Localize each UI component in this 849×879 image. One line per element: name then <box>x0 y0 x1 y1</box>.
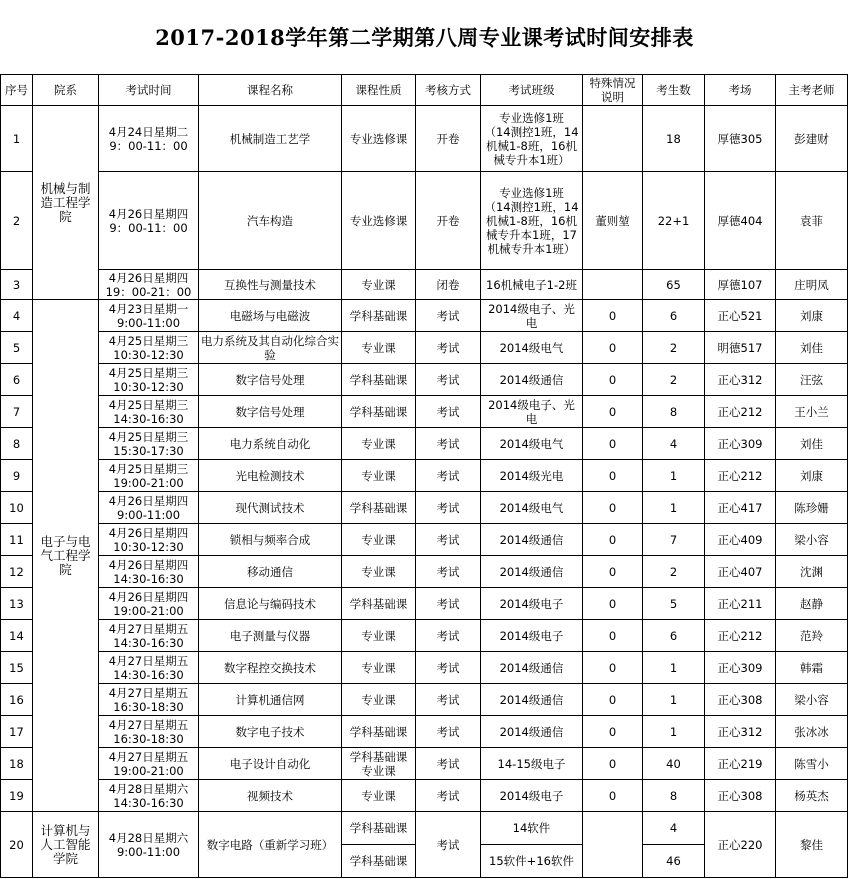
chief-examiner: 梁小容 <box>776 524 848 556</box>
assessment-method: 考试 <box>416 364 481 396</box>
row-number: 18 <box>1 748 33 780</box>
course-nature: 学科基础课 <box>342 492 416 524</box>
exam-classes: 2014级电气 <box>481 332 583 364</box>
exam-classes: 2014级电子 <box>481 780 583 812</box>
exam-classes: 2014级通信 <box>481 364 583 396</box>
row-number: 6 <box>1 364 33 396</box>
course-nature: 学科基础课 <box>342 364 416 396</box>
chief-examiner: 袁菲 <box>776 172 848 270</box>
student-count: 65 <box>643 270 705 300</box>
student-count: 5 <box>643 588 705 620</box>
row-number: 9 <box>1 460 33 492</box>
col-classes-header: 考试班级 <box>481 75 583 106</box>
assessment-method: 考试 <box>416 524 481 556</box>
exam-room: 正心312 <box>705 364 776 396</box>
special-note: 0 <box>583 748 643 780</box>
table-row <box>1 620 848 652</box>
table-body <box>1 106 848 878</box>
row-number: 2 <box>1 172 33 270</box>
course-nature: 学科基础课 专业课 <box>342 748 416 780</box>
chief-examiner: 杨英杰 <box>776 780 848 812</box>
student-count: 1 <box>643 684 705 716</box>
student-count: 22+1 <box>643 172 705 270</box>
exam-classes: 2014级电子、光电 <box>481 300 583 332</box>
course-name: 数字程控交换技术 <box>199 652 342 684</box>
table-row <box>1 556 848 588</box>
student-count: 2 <box>643 332 705 364</box>
course-nature: 专业课 <box>342 332 416 364</box>
exam-time: 4月25日星期三 10:30-12:30 <box>99 364 199 396</box>
table-row <box>1 332 848 364</box>
chief-examiner: 王小兰 <box>776 396 848 428</box>
table-row <box>1 780 848 812</box>
course-nature: 专业课 <box>342 684 416 716</box>
table-row <box>1 524 848 556</box>
exam-room: 正心308 <box>705 780 776 812</box>
student-count: 6 <box>643 300 705 332</box>
exam-room: 明德517 <box>705 332 776 364</box>
exam-room: 正心211 <box>705 588 776 620</box>
exam-time: 4月26日星期四 9：00-11：00 <box>99 172 199 270</box>
row-number: 4 <box>1 300 33 332</box>
student-count: 8 <box>643 780 705 812</box>
course-name: 汽车构造 <box>199 172 342 270</box>
exam-room: 正心308 <box>705 684 776 716</box>
exam-time: 4月27日星期五 19:00-21:00 <box>99 748 199 780</box>
chief-examiner: 韩霜 <box>776 652 848 684</box>
exam-classes: 14-15级电子 <box>481 748 583 780</box>
col-no-header: 序号 <box>1 75 33 106</box>
exam-room: 正心309 <box>705 428 776 460</box>
chief-examiner: 赵静 <box>776 588 848 620</box>
exam-classes: 2014级电子、光电 <box>481 396 583 428</box>
table-row <box>1 812 848 845</box>
student-count: 1 <box>643 716 705 748</box>
special-note <box>583 270 643 300</box>
special-note: 0 <box>583 460 643 492</box>
exam-room: 正心219 <box>705 748 776 780</box>
department-cell: 电子与电气工程学院 <box>33 300 99 812</box>
assessment-method: 考试 <box>416 556 481 588</box>
special-note: 0 <box>583 524 643 556</box>
special-note: 0 <box>583 716 643 748</box>
exam-classes: 专业选修1班 （14测控1班，14机械1-8班，16机械专升本1班） <box>481 106 583 172</box>
exam-classes: 2014级电子 <box>481 588 583 620</box>
table-row <box>1 748 848 780</box>
student-count: 1 <box>643 652 705 684</box>
exam-time: 4月26日星期四 9:00-11:00 <box>99 492 199 524</box>
course-nature: 专业课 <box>342 270 416 300</box>
exam-time: 4月27日星期五 14:30-16:30 <box>99 620 199 652</box>
table-row <box>1 652 848 684</box>
special-note: 0 <box>583 396 643 428</box>
exam-room: 正心309 <box>705 652 776 684</box>
row-number: 8 <box>1 428 33 460</box>
course-name: 机械制造工艺学 <box>199 106 342 172</box>
exam-schedule-table <box>0 74 848 878</box>
chief-examiner: 刘康 <box>776 300 848 332</box>
department-cell: 计算机与人工智能学院 <box>33 812 99 878</box>
table-row <box>1 270 848 300</box>
row-number: 5 <box>1 332 33 364</box>
row-number: 14 <box>1 620 33 652</box>
special-note: 董则堃 <box>583 172 643 270</box>
course-name: 电子测量与仪器 <box>199 620 342 652</box>
special-note: 0 <box>583 428 643 460</box>
exam-time: 4月23日星期一 9:00-11:00 <box>99 300 199 332</box>
assessment-method: 考试 <box>416 716 481 748</box>
chief-examiner: 刘佳 <box>776 428 848 460</box>
page-title: 2017-2018学年第二学期第八周专业课考试时间安排表 <box>155 25 694 50</box>
course-name: 锁相与频率合成 <box>199 524 342 556</box>
assessment-method: 考试 <box>416 332 481 364</box>
student-count: 6 <box>643 620 705 652</box>
exam-time: 4月26日星期四 10:30-12:30 <box>99 524 199 556</box>
student-count: 2 <box>643 556 705 588</box>
exam-time: 4月26日星期四 14:30-16:30 <box>99 556 199 588</box>
student-count: 4 <box>643 428 705 460</box>
course-name: 电子设计自动化 <box>199 748 342 780</box>
table-row <box>1 300 848 332</box>
student-count: 46 <box>643 845 705 878</box>
assessment-method: 开卷 <box>416 106 481 172</box>
exam-classes: 2014级光电 <box>481 460 583 492</box>
course-name: 视频技术 <box>199 780 342 812</box>
course-name: 电力系统及其自动化综合实验 <box>199 332 342 364</box>
row-number: 15 <box>1 652 33 684</box>
course-nature: 专业课 <box>342 428 416 460</box>
exam-room: 厚德107 <box>705 270 776 300</box>
exam-time: 4月27日星期五 14:30-16:30 <box>99 652 199 684</box>
course-nature: 学科基础课 <box>342 716 416 748</box>
exam-time: 4月28日星期六 14:30-16:30 <box>99 780 199 812</box>
special-note <box>583 106 643 172</box>
exam-time: 4月27日星期五 16:30-18:30 <box>99 716 199 748</box>
chief-examiner: 庄明凤 <box>776 270 848 300</box>
student-count: 8 <box>643 396 705 428</box>
course-name: 现代测试技术 <box>199 492 342 524</box>
chief-examiner: 沈渊 <box>776 556 848 588</box>
exam-classes: 2014级通信 <box>481 716 583 748</box>
course-nature: 专业课 <box>342 652 416 684</box>
exam-classes: 16机械电子1-2班 <box>481 270 583 300</box>
col-teacher-header: 主考老师 <box>776 75 848 106</box>
course-nature: 学科基础课 <box>342 300 416 332</box>
exam-room: 正心212 <box>705 620 776 652</box>
course-nature: 专业课 <box>342 780 416 812</box>
course-nature: 专业课 <box>342 524 416 556</box>
chief-examiner: 刘康 <box>776 460 848 492</box>
special-note: 0 <box>583 652 643 684</box>
chief-examiner: 汪弦 <box>776 364 848 396</box>
assessment-method: 考试 <box>416 492 481 524</box>
student-count: 1 <box>643 492 705 524</box>
course-nature: 学科基础课 <box>342 396 416 428</box>
table-row <box>1 684 848 716</box>
assessment-method: 考试 <box>416 780 481 812</box>
exam-time: 4月28日星期六 9:00-11:00 <box>99 812 199 878</box>
assessment-method: 闭卷 <box>416 270 481 300</box>
exam-classes: 14软件 <box>481 812 583 845</box>
col-dept-header: 院系 <box>33 75 99 106</box>
course-nature: 专业课 <box>342 556 416 588</box>
row-number: 11 <box>1 524 33 556</box>
exam-room: 厚德404 <box>705 172 776 270</box>
assessment-method: 考试 <box>416 812 481 878</box>
exam-classes: 2014级通信 <box>481 684 583 716</box>
col-assess-header: 考核方式 <box>416 75 481 106</box>
row-number: 16 <box>1 684 33 716</box>
course-name: 数字信号处理 <box>199 396 342 428</box>
course-name: 互换性与测量技术 <box>199 270 342 300</box>
exam-room: 正心521 <box>705 300 776 332</box>
row-number: 17 <box>1 716 33 748</box>
exam-room: 正心220 <box>705 812 776 878</box>
exam-time: 4月25日星期三 15:30-17:30 <box>99 428 199 460</box>
special-note: 0 <box>583 588 643 620</box>
assessment-method: 考试 <box>416 396 481 428</box>
exam-room: 正心417 <box>705 492 776 524</box>
course-name: 电力系统自动化 <box>199 428 342 460</box>
exam-room: 正心212 <box>705 460 776 492</box>
exam-time: 4月25日星期三 19:00-21:00 <box>99 460 199 492</box>
row-number: 20 <box>1 812 33 878</box>
exam-time: 4月26日星期四 19:00-21:00 <box>99 588 199 620</box>
student-count: 18 <box>643 106 705 172</box>
table-row <box>1 716 848 748</box>
exam-time: 4月26日星期四 19：00-21：00 <box>99 270 199 300</box>
exam-room: 正心409 <box>705 524 776 556</box>
table-row <box>1 172 848 270</box>
table-row <box>1 428 848 460</box>
assessment-method: 考试 <box>416 588 481 620</box>
header-row <box>1 75 848 106</box>
course-name: 电磁场与电磁波 <box>199 300 342 332</box>
assessment-method: 考试 <box>416 684 481 716</box>
course-nature: 学科基础课 <box>342 845 416 878</box>
exam-classes: 2014级通信 <box>481 524 583 556</box>
exam-room: 厚德305 <box>705 106 776 172</box>
special-note: 0 <box>583 300 643 332</box>
chief-examiner: 黎佳 <box>776 812 848 878</box>
row-number: 10 <box>1 492 33 524</box>
exam-room: 正心212 <box>705 396 776 428</box>
course-nature: 专业选修课 <box>342 106 416 172</box>
course-nature: 学科基础课 <box>342 588 416 620</box>
student-count: 40 <box>643 748 705 780</box>
special-note: 0 <box>583 684 643 716</box>
exam-time: 4月24日星期二 9：00-11：00 <box>99 106 199 172</box>
col-room-header: 考场 <box>705 75 776 106</box>
table-row <box>1 460 848 492</box>
course-name: 信息论与编码技术 <box>199 588 342 620</box>
col-nature-header: 课程性质 <box>342 75 416 106</box>
assessment-method: 考试 <box>416 620 481 652</box>
table-row <box>1 106 848 172</box>
student-count: 4 <box>643 812 705 845</box>
exam-classes: 2014级通信 <box>481 652 583 684</box>
special-note: 0 <box>583 364 643 396</box>
exam-time: 4月27日星期五 16:30-18:30 <box>99 684 199 716</box>
special-note: 0 <box>583 556 643 588</box>
exam-time: 4月25日星期三 14:30-16:30 <box>99 396 199 428</box>
exam-classes: 2014级电子 <box>481 620 583 652</box>
row-number: 1 <box>1 106 33 172</box>
col-course-header: 课程名称 <box>199 75 342 106</box>
assessment-method: 考试 <box>416 300 481 332</box>
exam-classes: 2014级电气 <box>481 492 583 524</box>
row-number: 19 <box>1 780 33 812</box>
course-name: 移动通信 <box>199 556 342 588</box>
course-nature: 专业课 <box>342 460 416 492</box>
chief-examiner: 张冰冰 <box>776 716 848 748</box>
course-name: 数字电路（重新学习班） <box>199 812 342 878</box>
exam-classes: 专业选修1班 （14测控1班，14机械1-8班，16机械专升本1班，17机械专升本1班） <box>481 172 583 270</box>
exam-time: 4月25日星期三 10:30-12:30 <box>99 332 199 364</box>
chief-examiner: 陈雪小 <box>776 748 848 780</box>
assessment-method: 考试 <box>416 428 481 460</box>
assessment-method: 考试 <box>416 748 481 780</box>
assessment-method: 考试 <box>416 460 481 492</box>
chief-examiner: 刘佳 <box>776 332 848 364</box>
chief-examiner: 陈珍姗 <box>776 492 848 524</box>
student-count: 2 <box>643 364 705 396</box>
course-name: 光电检测技术 <box>199 460 342 492</box>
department-cell: 机械与制造工程学院 <box>33 106 99 300</box>
course-nature: 学科基础课 <box>342 812 416 845</box>
exam-room: 正心312 <box>705 716 776 748</box>
course-nature: 专业课 <box>342 620 416 652</box>
exam-room: 正心407 <box>705 556 776 588</box>
col-special-header: 特殊情况 说明 <box>583 75 643 106</box>
course-name: 数字电子技术 <box>199 716 342 748</box>
chief-examiner: 梁小容 <box>776 684 848 716</box>
special-note <box>583 812 643 878</box>
course-nature: 专业选修课 <box>342 172 416 270</box>
row-number: 3 <box>1 270 33 300</box>
student-count: 1 <box>643 460 705 492</box>
assessment-method: 考试 <box>416 652 481 684</box>
student-count: 7 <box>643 524 705 556</box>
row-number: 13 <box>1 588 33 620</box>
special-note: 0 <box>583 620 643 652</box>
row-number: 7 <box>1 396 33 428</box>
col-time-header: 考试时间 <box>99 75 199 106</box>
course-name: 计算机通信网 <box>199 684 342 716</box>
table-row <box>1 396 848 428</box>
exam-classes: 2014级通信 <box>481 556 583 588</box>
special-note: 0 <box>583 780 643 812</box>
exam-classes: 15软件+16软件 <box>481 845 583 878</box>
exam-classes: 2014级电气 <box>481 428 583 460</box>
row-number: 12 <box>1 556 33 588</box>
table-row <box>1 588 848 620</box>
col-count-header: 考生数 <box>643 75 705 106</box>
table-row <box>1 364 848 396</box>
chief-examiner: 彭建财 <box>776 106 848 172</box>
chief-examiner: 范羚 <box>776 620 848 652</box>
special-note: 0 <box>583 332 643 364</box>
assessment-method: 开卷 <box>416 172 481 270</box>
table-row <box>1 492 848 524</box>
special-note: 0 <box>583 492 643 524</box>
course-name: 数字信号处理 <box>199 364 342 396</box>
